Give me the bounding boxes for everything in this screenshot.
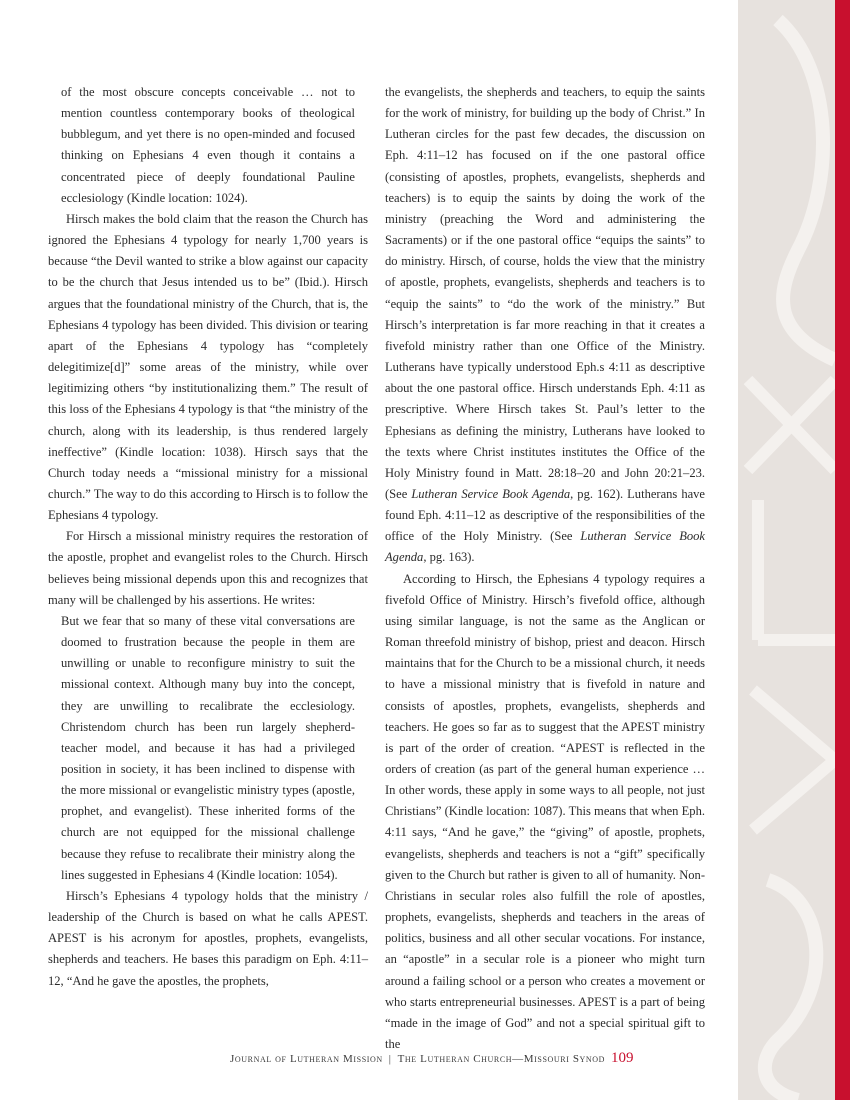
book-title: Lutheran Service Book Agenda — [385, 529, 705, 565]
page-number: 109 — [611, 1050, 634, 1066]
body-paragraph: Hirsch’s Ephesians 4 typology holds that the ministry / leadership of the Church is based on what he calls APEST. APEST is his acronym for apostles, prophets, evangelists, shepherds and teachers. He bases this paradigm on Eph. 4:11–12, “And he gave the apostles, the prophets, — [48, 888, 368, 988]
text-run: , pg. 162). Lutherans have found Eph. 4:11–12 as descriptive of the responsibilities of the office of the Holy Ministry. (See — [385, 486, 706, 544]
right-column — [385, 82, 705, 1055]
text-run: the evangelists, the shepherds and teachers, to equip the saints for the work of ministry, for building up the body of Christ.” In Lutheran circles for the past few decades, the discussion on Eph. 4:11–12 has focused on if the one pastoral office (consisting of apostles, prophets, evangelists, shepherds and teachers) is to equip the saints by doing the work of the ministry (preaching the Word and administering the Sacraments) or if the one pastoral office “equips the saints” to do ministry. Hirsch, of course, holds the view that the ministry of apostle, prophets, evangelists, shepherds and teachers is to “equip the saints” to “do the work of the ministry.” But Hirsch’s interpretation is far more reaching in that it creates a fivefold ministry rather than one Office of the Ministry. Lutherans have typically understood Eph.s 4:11 as descriptive about the one pastoral office. Hirsch understands Eph. 4:11 as prescriptive. Where Hirsch takes St. Paul’s letter to the Ephesians as defining the ministry, Lutherans have looked to the texts where Christ institutes institutes the Office of the Holy Ministry found in Matt. 28:18–20 and John 20:21–23. (See — [385, 85, 705, 501]
body-paragraph: According to Hirsch, the Ephesians 4 typology requires a fivefold Office of Ministry. Hirsch’s fivefold office, although using similar language, is not the same as the Anglican or Roman threefold ministry of bishop, priest and deacon. Hirsch maintains that for the Church to be a missional church, it needs to have a missional ministry that is fivefold in nature and consists of apostles, prophets, evangelists, shepherds and teachers. He goes so far as to suggest that the APEST ministry is part of the order of creation. “APEST is reflected in the orders of creation (as part of the general human experience … In other words, these apply in some ways to all people, not just Christians” (Kindle location: 1087). This means that when Eph. 4:11 says, “And he gave,” the “giving” of apostle, prophets, evangelists, shepherds and teachers is not a “gift” specifically given to the Church but rather is given to all of humanity. Non-Christians in secular roles also fulfill the role of apostles, prophets, evangelists, shepherds and teachers in the areas of politics, business and all other secular vocations. For instance, an “apostle” in a secular role is a pioneer who might turn around a failing school or a person who creates a movement or who starts entrepreneurial businesses. APEST is a part of being “made in the image of God” and not a special spiritual gift to the — [385, 571, 705, 1052]
block-quote: of the most obscure concepts conceivable … not to mention countless contemporary books of theological bubblegum, and yet there is no open-minded and focused thinking on Ephesians 4 even though it contains a concentrated piece of deeply foundational Pauline ecclesiology (Kindle location: 1024). — [61, 85, 355, 205]
page-footer — [230, 1050, 730, 1067]
body-paragraph: Hirsch makes the bold claim that the reason the Church has ignored the Ephesians 4 typology for nearly 1,700 years is because “the Devil wanted to strike a blow against our capacity to be the church that Jesus intended us to be” (Ibid.). Hirsch argues that the foundational ministry of the Church, that is, the Ephesians 4 typology has been divided. This division or tearing apart of the Ephesians 4 typology has “completely delegitimize[d]” some areas of the ministry, while over legitimizing others “by institutionalizing them.” The result of this loss of the Ephesians 4 typology is that “the ministry of the church, along with its leadership, is thus rendered largely ineffective” (Kindle location: 1038). Hirsch says that the Church today needs a “missional ministry for a missional church.” The way to do this according to Hirsch is to follow the Ephesians 4 typology. — [48, 211, 368, 523]
side-decorative-panel — [738, 0, 835, 1100]
body-paragraph: For Hirsch a missional ministry requires the restoration of the apostle, prophet and evangelist roles to the Church. Hirsch believes being missional depends upon this and recognizes that many will be challenged by his assertions. He writes: — [48, 529, 368, 607]
journal-title: Journal of Lutheran Mission — [230, 1053, 383, 1065]
publisher-name: The Lutheran Church—Missouri Synod — [397, 1053, 606, 1065]
red-edge-bar — [835, 0, 850, 1100]
footer-separator: | — [388, 1053, 392, 1065]
block-quote: But we fear that so many of these vital conversations are doomed to frustration because the people in them are unwilling or unable to reconfigure ministry to suit the missional context. Although many buy into the concept, they are unwilling to recalibrate the ecclesiology. Christendom church has been run largely shepherd-teacher model, and because it has had a privileged position in society, it has been inclined to dispense with the more missional or evangelistic ministry types (apostle, prophet, and evangelist). These inherited forms of the church are not equipped for the missional challenge because they refuse to recalibrate their ministry along the lines suggested in Ephesians 4 (Kindle location: 1054). — [61, 613, 355, 882]
left-column — [48, 82, 368, 992]
watermark-letters-graphic — [738, 0, 835, 1100]
text-run: , pg. 163). — [423, 550, 475, 565]
book-title: Lutheran Service Book Agenda — [411, 486, 571, 501]
body-paragraph — [385, 82, 705, 569]
